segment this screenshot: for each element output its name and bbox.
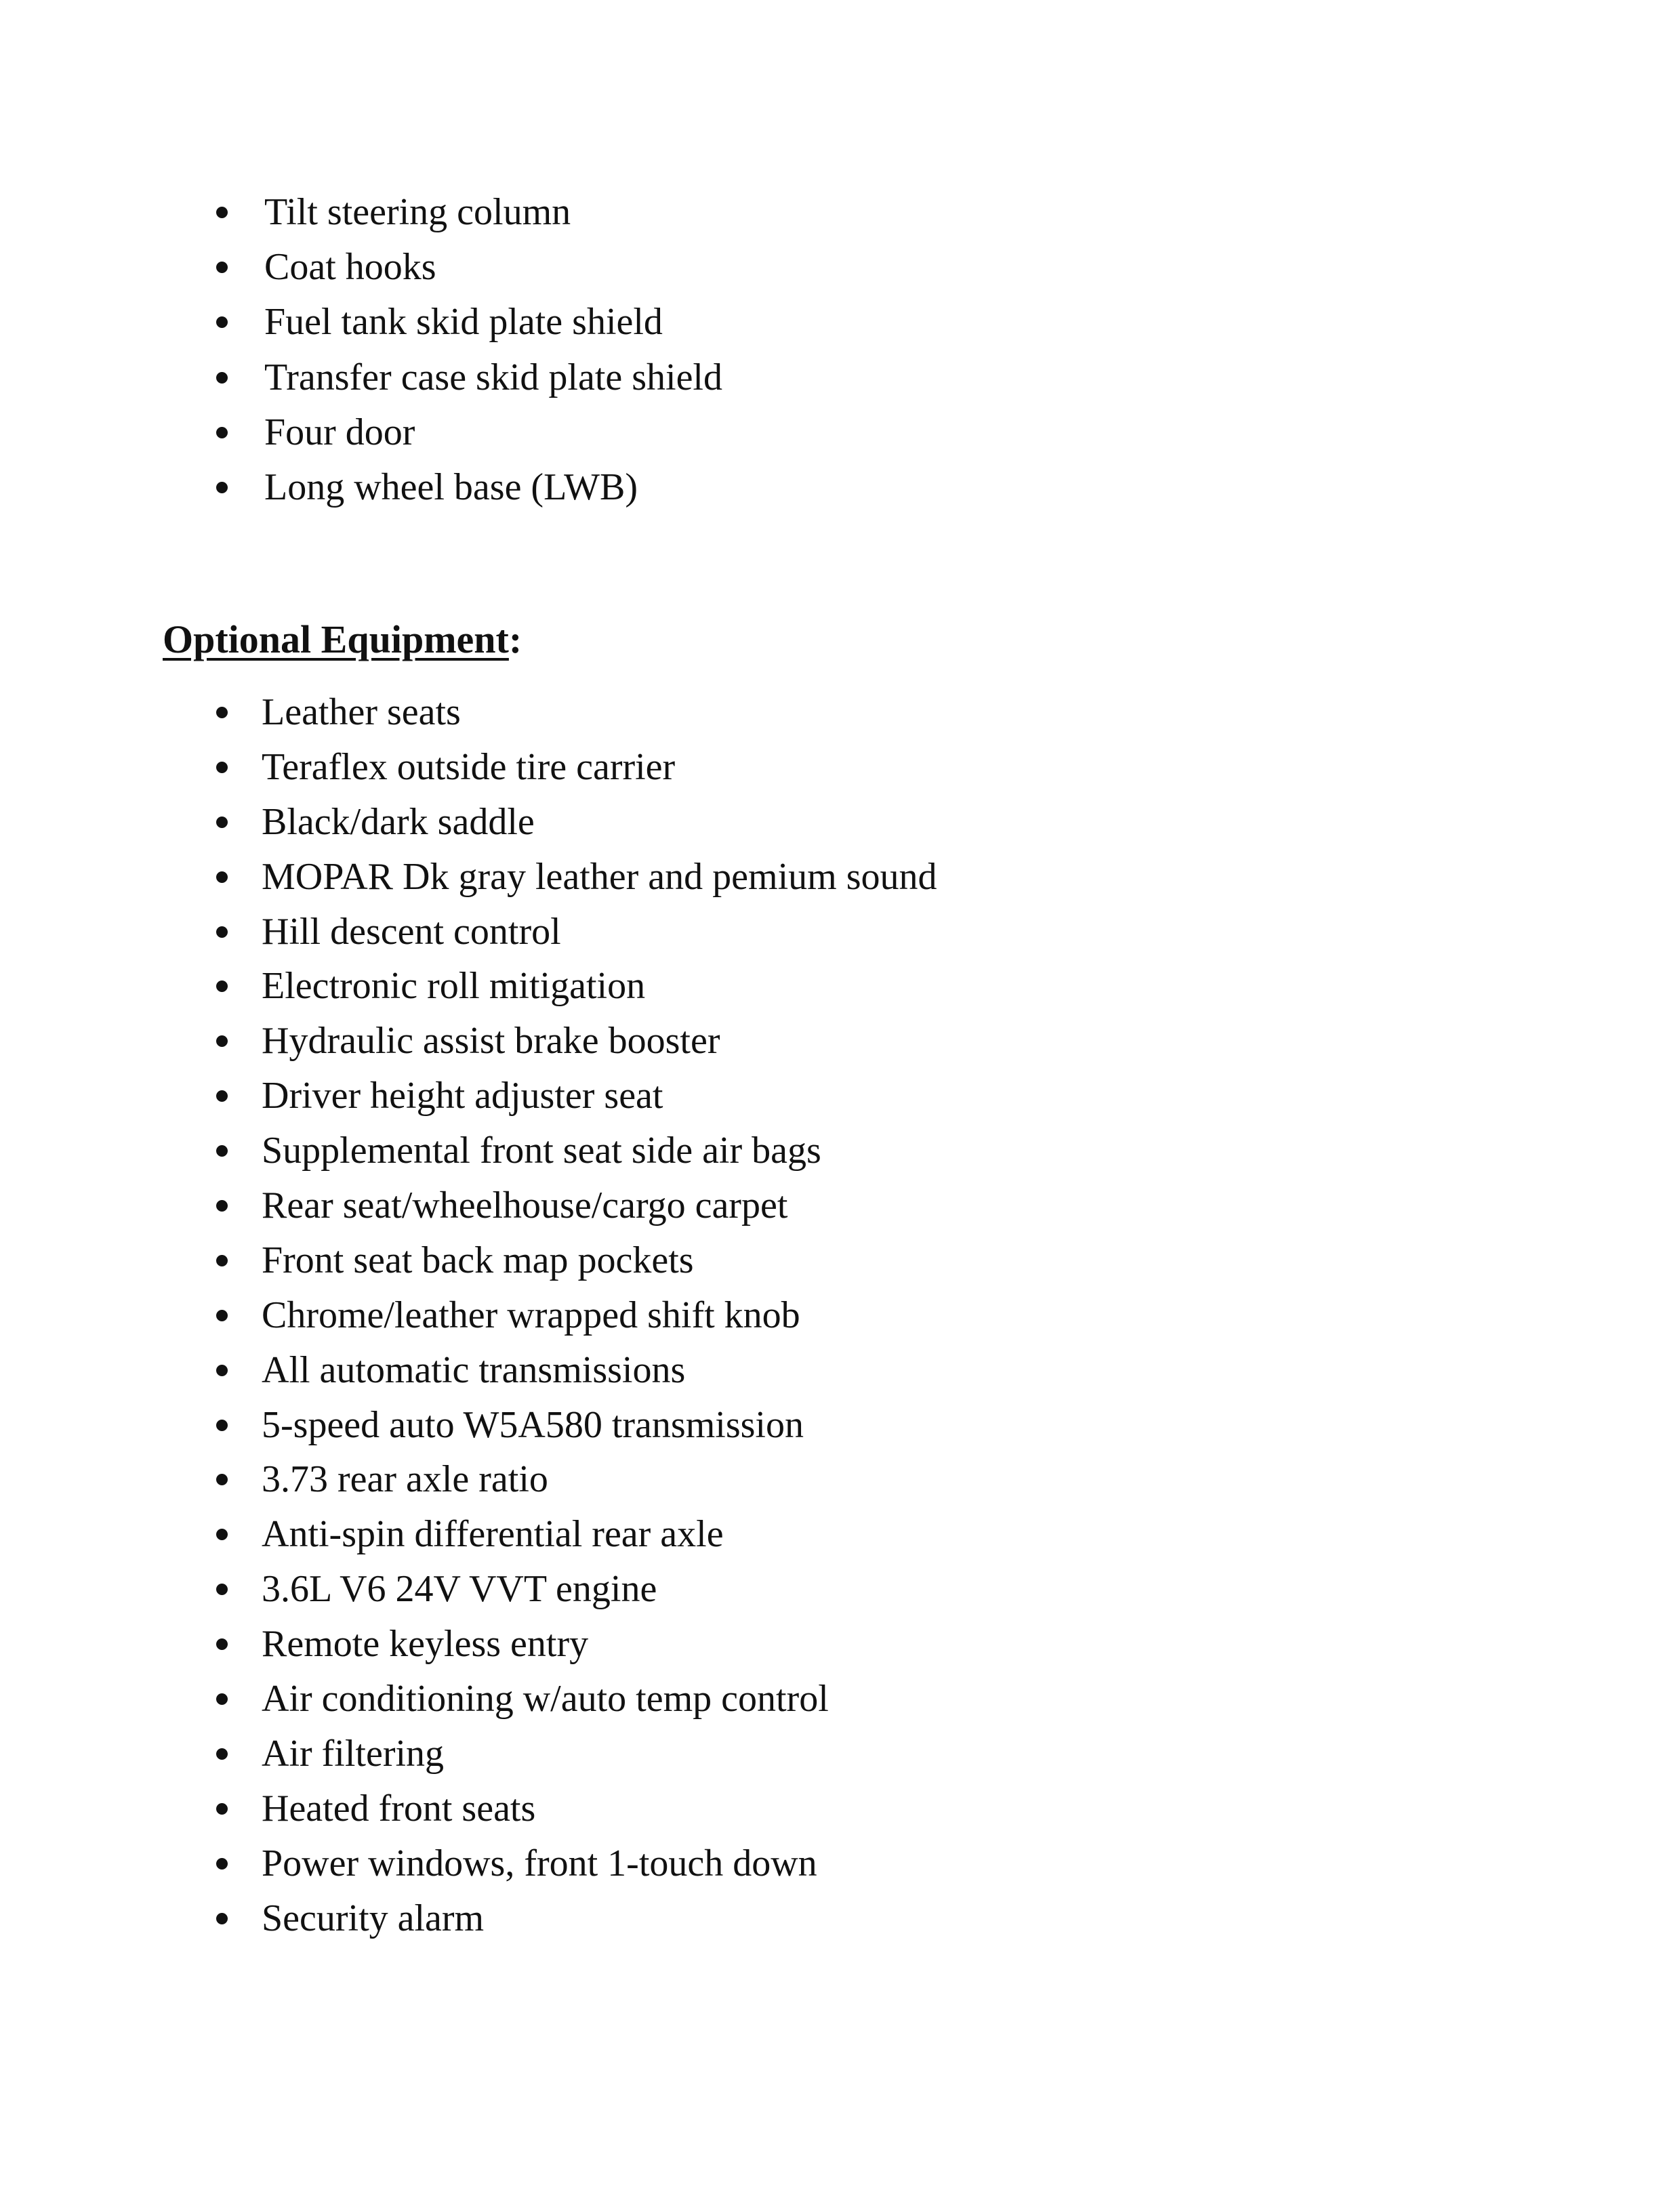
bullet-icon — [216, 262, 228, 273]
bullet-icon — [216, 1748, 228, 1760]
list-item — [262, 693, 937, 748]
list-item — [262, 967, 937, 1022]
list-item — [262, 1515, 937, 1570]
list-item-text: Anti-spin differential rear axle — [262, 1513, 724, 1556]
list-item — [262, 1570, 937, 1625]
bullet-icon — [216, 1035, 228, 1047]
list-item-text: Black/dark saddle — [262, 800, 535, 843]
list-item-text: Rear seat/wheelhouse/cargo carpet — [262, 1184, 788, 1227]
list-item-text: 3.73 rear axle ratio — [262, 1458, 548, 1501]
standard-equipment-list — [264, 193, 722, 523]
list-item — [262, 1296, 937, 1351]
bullet-icon — [216, 1365, 228, 1376]
bullet-icon — [216, 1638, 228, 1650]
list-item-text: Front seat back map pockets — [262, 1239, 694, 1281]
list-item-text: Teraflex outside tire carrier — [262, 745, 676, 788]
bullet-icon — [216, 1255, 228, 1266]
list-item-text: Leather seats — [262, 691, 461, 733]
list-item — [264, 303, 722, 358]
list-item — [262, 1787, 937, 1844]
list-item — [264, 193, 722, 248]
bullet-icon — [216, 1913, 228, 1924]
bullet-icon — [216, 207, 228, 218]
list-item — [262, 855, 937, 913]
list-item-text: Hill descent control — [262, 910, 561, 953]
list-item — [262, 1022, 937, 1077]
list-item — [264, 248, 722, 303]
list-item-text: Heated front seats — [262, 1787, 536, 1830]
bullet-icon — [216, 926, 228, 938]
list-item-text: 5-speed auto W5A580 transmission — [262, 1403, 804, 1446]
list-item — [262, 1680, 937, 1735]
bullet-icon — [216, 871, 228, 883]
bullet-icon — [216, 1584, 228, 1595]
list-item-text: Electronic roll mitigation — [262, 965, 646, 1008]
bullet-icon — [216, 1420, 228, 1431]
list-item-text: Driver height adjuster seat — [262, 1075, 663, 1117]
bullet-icon — [216, 482, 228, 493]
bullet-icon — [216, 1693, 228, 1705]
list-item-text: 3.6L V6 24V VVT engine — [262, 1568, 657, 1611]
section-heading — [163, 617, 522, 662]
list-item-text: MOPAR Dk gray leather and pemium sound — [262, 855, 937, 898]
list-item — [262, 910, 937, 968]
section-heading-suffix: : — [508, 617, 523, 661]
bullet-icon — [216, 1145, 228, 1157]
list-item-text: Transfer case skid plate shield — [264, 356, 722, 398]
list-item — [262, 1348, 937, 1406]
list-item-text: Air filtering — [262, 1732, 445, 1775]
list-item — [262, 1625, 937, 1680]
list-item-text: Power windows, front 1-touch down — [262, 1842, 817, 1884]
list-item — [262, 800, 937, 858]
bullet-icon — [216, 1529, 228, 1540]
section-heading-text: Optional Equipment — [163, 617, 509, 661]
list-item — [262, 1186, 937, 1241]
list-item-text: Tilt steering column — [264, 191, 571, 233]
list-item — [262, 1844, 937, 1899]
list-item — [262, 1732, 937, 1790]
bullet-icon — [216, 372, 228, 384]
bullet-icon — [216, 1474, 228, 1485]
bullet-icon — [216, 427, 228, 438]
bullet-icon — [216, 1090, 228, 1102]
list-item-text: Hydraulic assist brake booster — [262, 1020, 720, 1062]
list-item-text: Air conditioning w/auto temp control — [262, 1678, 829, 1720]
bullet-icon — [216, 1310, 228, 1321]
list-item-text: Supplemental front seat side air bags — [262, 1130, 821, 1172]
list-item — [264, 413, 722, 468]
list-item — [262, 1241, 937, 1296]
list-item — [264, 468, 722, 523]
list-item — [262, 1132, 937, 1186]
list-item — [264, 358, 722, 413]
bullet-icon — [216, 1858, 228, 1870]
bullet-icon — [216, 707, 228, 718]
list-item-text: Remote keyless entry — [262, 1623, 589, 1666]
bullet-icon — [216, 762, 228, 773]
list-item-text: All automatic transmissions — [262, 1348, 686, 1391]
bullet-icon — [216, 316, 228, 328]
list-item-text: Chrome/leather wrapped shift knob — [262, 1294, 800, 1336]
optional-equipment-list — [262, 693, 937, 1954]
bullet-icon — [216, 817, 228, 828]
list-item-text: Four door — [264, 411, 415, 453]
list-item — [262, 1077, 937, 1132]
list-item — [262, 1403, 937, 1461]
bullet-icon — [216, 1803, 228, 1815]
list-item-text: Long wheel base (LWB) — [264, 466, 638, 508]
list-item-text: Fuel tank skid plate shield — [264, 301, 663, 344]
list-item — [262, 1899, 937, 1954]
list-item-text: Security alarm — [262, 1897, 485, 1939]
list-item-text: Coat hooks — [264, 246, 436, 289]
bullet-icon — [216, 1200, 228, 1212]
bullet-icon — [216, 981, 228, 992]
list-item — [262, 745, 937, 803]
list-item — [262, 1460, 937, 1515]
